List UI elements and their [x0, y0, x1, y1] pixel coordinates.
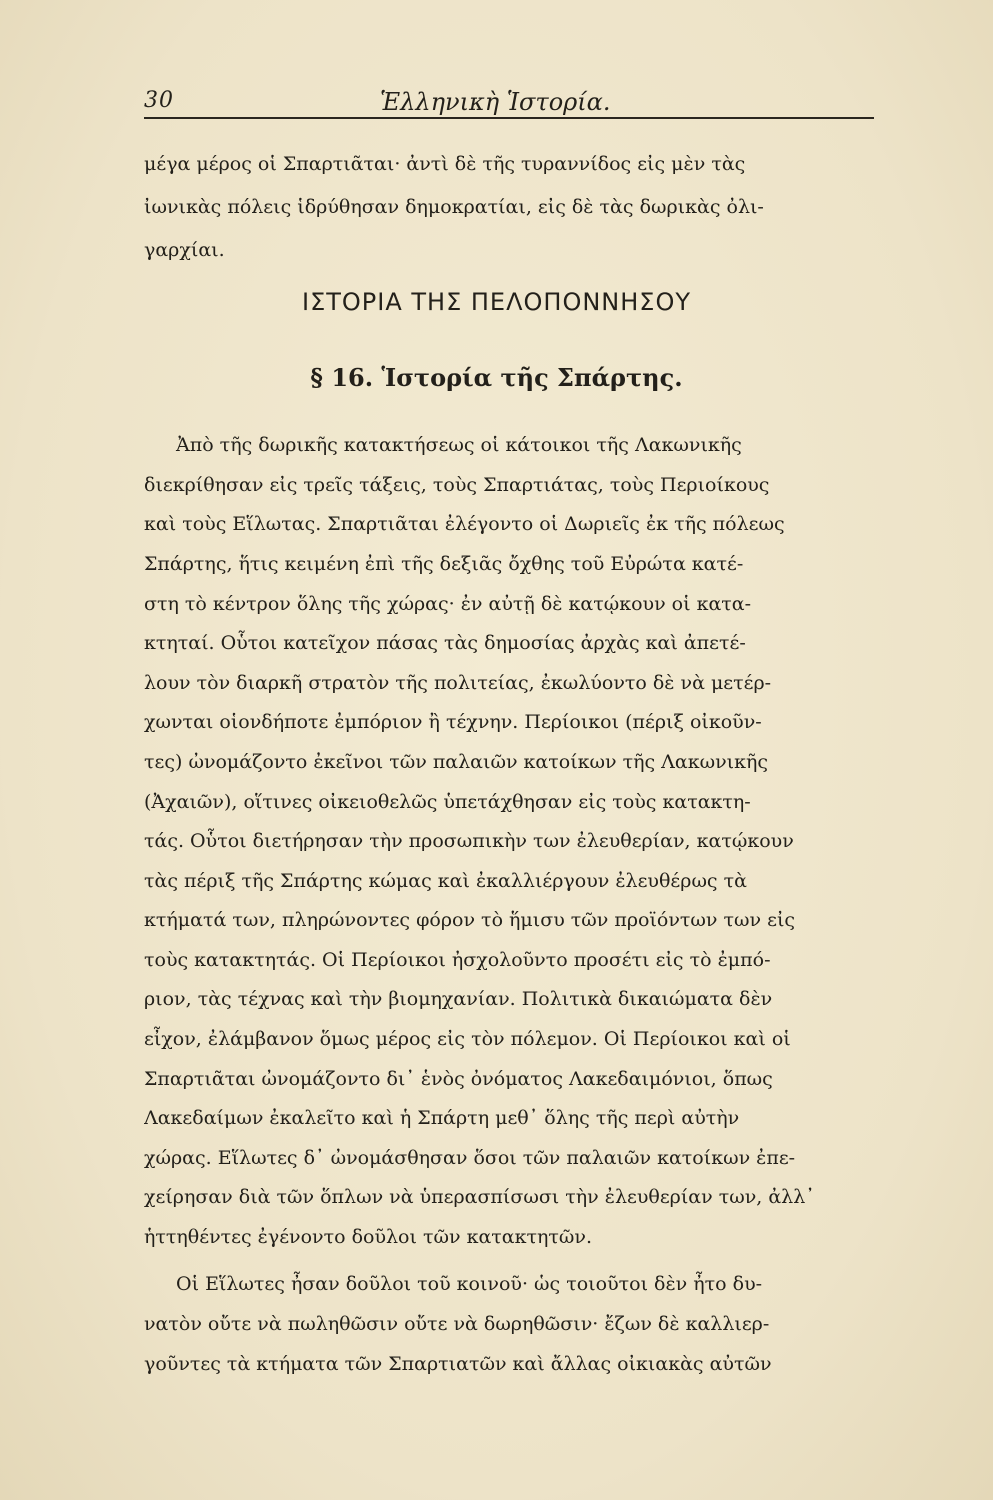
text-line: κτηταί. Οὗτοι κατεῖχον πάσας τὰς δημοσίας ἀρχὰς καὶ ἀπετέ- [144, 632, 746, 654]
running-head [144, 80, 874, 120]
text-line: κτήματά των, πληρώνοντες φόρον τὸ ἥμισυ τῶν προϊόντων των εἰς [144, 909, 796, 931]
text-line: τάς. Οὗτοι διετήρησαν τὴν προσωπικὴν των ἐλευθερίαν, κατῴκουν [144, 830, 794, 852]
text-line: στη τὸ κέντρον ὅλης τῆς χώρας· ἐν αὐτῇ δὲ κατῴκουν οἱ κατα- [144, 593, 752, 615]
text-line: χωνται οἱονδήποτε ἐμπόριον ἢ τέχνην. Περίοικοι (πέριξ οἰκοῦν- [144, 711, 762, 733]
text-line: εἶχον, ἐλάμβανον ὅμως μέρος εἰς τὸν πόλεμον. Οἱ Περίοικοι καὶ οἱ [144, 1028, 791, 1050]
text-line: νατὸν οὔτε νὰ πωληθῶσιν οὔτε νὰ δωρηθῶσιν· ἔζων δὲ καλλιερ- [144, 1313, 770, 1335]
text-line: (Ἀχαιῶν), οἵτινες οἰκειοθελῶς ὑπετάχθησαν εἰς τοὺς κατακτη- [144, 791, 751, 813]
text-line: καὶ τοὺς Εἵλωτας. Σπαρτιᾶται ἐλέγοντο οἱ Δωριεῖς ἐκ τῆς πόλεως [144, 513, 785, 535]
section-heading: ΙΣΤΟΡΙΑ ΤΗΣ ΠΕΛΟΠΟΝΝΗΣΟΥ [301, 288, 691, 316]
text-line: τοὺς κατακτητάς. Οἱ Περίοικοι ἠσχολοῦντο προσέτι εἰς τὸ ἐμπό- [144, 949, 771, 971]
running-title: Ἑλληνικὴ Ἱστορία. [380, 88, 611, 116]
header-rule [144, 117, 874, 119]
text-line: λουν τὸν διαρκῆ στρατὸν τῆς πολιτείας, ἐκωλύοντο δὲ νὰ μετέρ- [144, 672, 772, 694]
text-line: ριον, τὰς τέχνας καὶ τὴν βιομηχανίαν. Πολιτικὰ δικαιώματα δὲν [144, 988, 773, 1010]
section-subheading: § 16. Ἱστορία τῆς Σπάρτης. [310, 363, 683, 392]
text-line: τες) ὠνομάζοντο ἐκεῖνοι τῶν παλαιῶν κατοίκων τῆς Λακωνικῆς [144, 751, 769, 773]
text-line: Λακεδαίμων ἐκαλεῖτο καὶ ἡ Σπάρτη μεθ᾽ ὅλης τῆς περὶ αὐτὴν [144, 1107, 740, 1129]
page-number: 30 [144, 88, 174, 113]
text-line: γαρχίαι. [144, 239, 225, 261]
text-line: Ἀπὸ τῆς δωρικῆς κατακτήσεως οἱ κάτοικοι τῆς Λακωνικῆς [176, 434, 742, 456]
text-line: ἰωνικὰς πόλεις ἱδρύθησαν δημοκρατίαι, εἰς δὲ τὰς δωρικὰς ὀλι- [144, 196, 764, 218]
text-line: Οἱ Εἵλωτες ἦσαν δοῦλοι τοῦ κοινοῦ· ὡς τοιοῦτοι δὲν ἦτο δυ- [176, 1273, 763, 1295]
text-line: γοῦντες τὰ κτήματα τῶν Σπαρτιατῶν καὶ ἄλλας οἰκιακὰς αὐτῶν [144, 1353, 772, 1375]
text-line: Σπαρτιᾶται ὠνομάζοντο δι᾽ ἑνὸς ὀνόματος Λακεδαιμόνιοι, ὅπως [144, 1068, 773, 1090]
text-line: χώρας. Εἵλωτες δ᾽ ὠνομάσθησαν ὅσοι τῶν παλαιῶν κατοίκων ἐπε- [144, 1147, 796, 1169]
text-line: ἡττηθέντες ἐγένοντο δοῦλοι τῶν κατακτητῶν. [144, 1226, 592, 1248]
text-line: Σπάρτης, ἥτις κειμένη ἐπὶ τῆς δεξιᾶς ὄχθης τοῦ Εὐρώτα κατέ- [144, 553, 744, 575]
text-line: μέγα μέρος οἱ Σπαρτιᾶται· ἀντὶ δὲ τῆς τυραννίδος εἰς μὲν τὰς [144, 153, 746, 175]
text-line: χείρησαν διὰ τῶν ὅπλων νὰ ὑπερασπίσωσι τὴν ἐλευθερίαν των, ἀλλ᾽ [144, 1186, 815, 1208]
text-line: διεκρίθησαν εἰς τρεῖς τάξεις, τοὺς Σπαρτιάτας, τοὺς Περιοίκους [144, 474, 770, 496]
text-line: τὰς πέριξ τῆς Σπάρτης κώμας καὶ ἐκαλλιέργουν ἐλευθέρως τὰ [144, 870, 747, 892]
